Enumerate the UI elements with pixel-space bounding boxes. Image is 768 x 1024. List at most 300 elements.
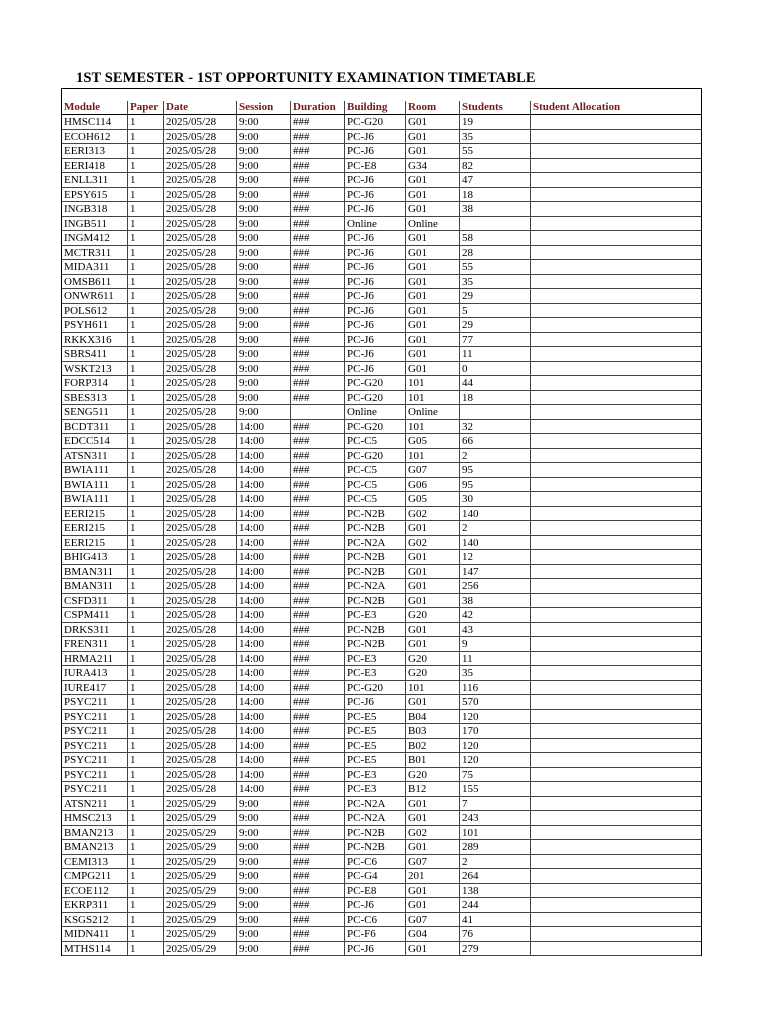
table-cell: 14:00 xyxy=(237,724,291,738)
table-cell xyxy=(531,246,701,260)
table-cell: 95 xyxy=(460,478,531,492)
table-row xyxy=(62,840,701,855)
table-cell: 1 xyxy=(128,942,164,956)
table-cell: 9:00 xyxy=(237,391,291,405)
table-cell: 9:00 xyxy=(237,376,291,390)
table-cell: 1 xyxy=(128,855,164,869)
table-cell xyxy=(531,797,701,811)
column-header-room: Room xyxy=(406,101,460,114)
table-cell: B01 xyxy=(406,753,460,767)
table-cell: 1 xyxy=(128,434,164,448)
table-cell xyxy=(531,855,701,869)
table-cell: ### xyxy=(291,811,345,825)
table-cell: 55 xyxy=(460,260,531,274)
table-cell: ### xyxy=(291,159,345,173)
table-row xyxy=(62,405,701,420)
table-cell: 9:00 xyxy=(237,884,291,898)
table-cell: 2025/05/28 xyxy=(164,449,237,463)
table-cell: 14:00 xyxy=(237,463,291,477)
table-cell xyxy=(531,159,701,173)
table-cell: 38 xyxy=(460,594,531,608)
table-row xyxy=(62,521,701,536)
table-cell: FREN311 xyxy=(62,637,128,651)
table-cell: FORP314 xyxy=(62,376,128,390)
table-cell: 2025/05/28 xyxy=(164,260,237,274)
table-cell: 14:00 xyxy=(237,550,291,564)
table-cell: 1 xyxy=(128,202,164,216)
table-cell: ENLL311 xyxy=(62,173,128,187)
table-cell: 2025/05/29 xyxy=(164,797,237,811)
table-cell: 2025/05/28 xyxy=(164,782,237,796)
table-cell: EERI215 xyxy=(62,536,128,550)
table-cell: G07 xyxy=(406,855,460,869)
column-header-session: Session xyxy=(237,101,291,114)
table-cell: 1 xyxy=(128,420,164,434)
table-cell: ### xyxy=(291,275,345,289)
table-cell xyxy=(531,681,701,695)
table-cell: 2025/05/28 xyxy=(164,579,237,593)
table-cell: 140 xyxy=(460,507,531,521)
table-cell: ### xyxy=(291,376,345,390)
table-cell: ### xyxy=(291,420,345,434)
table-cell: PC-J6 xyxy=(345,231,406,245)
table-cell: G01 xyxy=(406,942,460,956)
table-cell: ### xyxy=(291,130,345,144)
table-cell: 9:00 xyxy=(237,217,291,231)
table-cell: 30 xyxy=(460,492,531,506)
table-cell: ### xyxy=(291,797,345,811)
table-cell: ### xyxy=(291,884,345,898)
table-cell: 2025/05/28 xyxy=(164,507,237,521)
table-cell: 2025/05/28 xyxy=(164,463,237,477)
table-cell: 19 xyxy=(460,115,531,129)
table-cell: PC-J6 xyxy=(345,275,406,289)
table-row xyxy=(62,420,701,435)
table-cell: G01 xyxy=(406,797,460,811)
table-row xyxy=(62,289,701,304)
table-cell: PC-N2B xyxy=(345,637,406,651)
table-cell: 101 xyxy=(460,826,531,840)
table-cell: 1 xyxy=(128,884,164,898)
table-cell: PSYH611 xyxy=(62,318,128,332)
table-cell: PC-C5 xyxy=(345,478,406,492)
column-header-students: Students xyxy=(460,101,531,114)
table-cell xyxy=(531,869,701,883)
table-cell: Online xyxy=(406,405,460,419)
table-cell: PC-N2B xyxy=(345,565,406,579)
table-cell: BHIG413 xyxy=(62,550,128,564)
table-cell: B12 xyxy=(406,782,460,796)
table-cell xyxy=(531,521,701,535)
table-cell: G01 xyxy=(406,260,460,274)
table-cell: G01 xyxy=(406,550,460,564)
table-cell: 1 xyxy=(128,347,164,361)
table-cell: G01 xyxy=(406,347,460,361)
table-cell: G20 xyxy=(406,666,460,680)
table-cell: 9:00 xyxy=(237,811,291,825)
table-cell: 1 xyxy=(128,652,164,666)
table-cell: BMAN311 xyxy=(62,579,128,593)
table-cell: 2025/05/28 xyxy=(164,420,237,434)
table-cell: G01 xyxy=(406,898,460,912)
table-cell xyxy=(531,826,701,840)
table-cell: 2025/05/28 xyxy=(164,608,237,622)
table-cell: ### xyxy=(291,347,345,361)
table-row xyxy=(62,913,701,928)
table-cell: 101 xyxy=(406,681,460,695)
table-cell: PSYC211 xyxy=(62,695,128,709)
table-cell: 29 xyxy=(460,289,531,303)
table-cell: Online xyxy=(345,405,406,419)
table-cell: 1 xyxy=(128,391,164,405)
table-cell: G01 xyxy=(406,202,460,216)
table-cell: PC-E5 xyxy=(345,724,406,738)
table-cell: 1 xyxy=(128,826,164,840)
table-cell: 244 xyxy=(460,898,531,912)
table-row xyxy=(62,869,701,884)
table-cell: 9:00 xyxy=(237,855,291,869)
table-cell: ### xyxy=(291,318,345,332)
table-row xyxy=(62,260,701,275)
table-cell: ### xyxy=(291,217,345,231)
table-cell: 9:00 xyxy=(237,840,291,854)
table-cell: G05 xyxy=(406,434,460,448)
table-cell: G01 xyxy=(406,333,460,347)
table-cell: EERI313 xyxy=(62,144,128,158)
table-cell: 101 xyxy=(406,420,460,434)
table-cell: B02 xyxy=(406,739,460,753)
table-cell: 2025/05/28 xyxy=(164,231,237,245)
table-cell: 120 xyxy=(460,739,531,753)
table-row xyxy=(62,724,701,739)
table-cell: 77 xyxy=(460,333,531,347)
table-cell: 2025/05/28 xyxy=(164,536,237,550)
table-cell: PC-J6 xyxy=(345,173,406,187)
table-cell: 1 xyxy=(128,840,164,854)
table-cell: PC-G20 xyxy=(345,391,406,405)
table-cell xyxy=(531,739,701,753)
table-cell: PC-N2B xyxy=(345,623,406,637)
table-cell: 2025/05/28 xyxy=(164,275,237,289)
table-cell: 35 xyxy=(460,130,531,144)
table-cell: G34 xyxy=(406,159,460,173)
table-cell xyxy=(531,913,701,927)
table-cell: 1 xyxy=(128,405,164,419)
table-body xyxy=(62,115,701,956)
table-cell: 14:00 xyxy=(237,565,291,579)
table-cell: 14:00 xyxy=(237,507,291,521)
table-cell: PC-C5 xyxy=(345,434,406,448)
table-cell: 2025/05/28 xyxy=(164,289,237,303)
table-cell: 116 xyxy=(460,681,531,695)
table-cell: 2025/05/28 xyxy=(164,652,237,666)
table-cell: PC-J6 xyxy=(345,144,406,158)
table-cell: PC-J6 xyxy=(345,289,406,303)
table-cell: G01 xyxy=(406,594,460,608)
table-row xyxy=(62,681,701,696)
table-cell: 42 xyxy=(460,608,531,622)
table-cell: ### xyxy=(291,913,345,927)
table-cell: 2025/05/28 xyxy=(164,681,237,695)
table-cell xyxy=(531,434,701,448)
table-cell: PSYC211 xyxy=(62,782,128,796)
table-cell: 14:00 xyxy=(237,695,291,709)
table-cell: 9 xyxy=(460,637,531,651)
table-cell: 140 xyxy=(460,536,531,550)
table-cell xyxy=(531,608,701,622)
table-cell: PC-C5 xyxy=(345,463,406,477)
table-cell: BWIA111 xyxy=(62,463,128,477)
table-cell: 9:00 xyxy=(237,347,291,361)
table-cell: 2025/05/28 xyxy=(164,304,237,318)
table-cell: BWIA111 xyxy=(62,478,128,492)
table-cell xyxy=(531,405,701,419)
table-cell: 14:00 xyxy=(237,739,291,753)
table-cell: HMSC114 xyxy=(62,115,128,129)
table-cell: 9:00 xyxy=(237,304,291,318)
table-cell: 43 xyxy=(460,623,531,637)
column-header-module: Module xyxy=(62,101,128,114)
table-cell: 120 xyxy=(460,710,531,724)
table-cell: 201 xyxy=(406,869,460,883)
table-cell: EPSY615 xyxy=(62,188,128,202)
table-cell: ### xyxy=(291,739,345,753)
table-cell: 14:00 xyxy=(237,449,291,463)
table-cell: 9:00 xyxy=(237,289,291,303)
table-row xyxy=(62,347,701,362)
table-cell: 1 xyxy=(128,579,164,593)
table-cell: 41 xyxy=(460,913,531,927)
table-cell: 1 xyxy=(128,478,164,492)
table-cell: 14:00 xyxy=(237,768,291,782)
table-cell: PC-G20 xyxy=(345,449,406,463)
table-cell: 2025/05/29 xyxy=(164,927,237,941)
table-cell: 9:00 xyxy=(237,231,291,245)
table-cell: 1 xyxy=(128,144,164,158)
table-cell: ### xyxy=(291,681,345,695)
table-cell xyxy=(531,652,701,666)
table-cell: 2 xyxy=(460,855,531,869)
table-cell: 2025/05/28 xyxy=(164,217,237,231)
table-cell: PC-J6 xyxy=(345,898,406,912)
table-cell: ### xyxy=(291,666,345,680)
table-cell: PC-E3 xyxy=(345,666,406,680)
table-cell: PC-C5 xyxy=(345,492,406,506)
table-cell xyxy=(531,724,701,738)
table-row xyxy=(62,217,701,232)
table-cell xyxy=(531,333,701,347)
table-cell: G02 xyxy=(406,507,460,521)
table-cell: 14:00 xyxy=(237,652,291,666)
table-cell: 1 xyxy=(128,695,164,709)
table-row xyxy=(62,202,701,217)
table-row xyxy=(62,608,701,623)
table-row xyxy=(62,550,701,565)
table-cell: 1 xyxy=(128,724,164,738)
table-cell: 1 xyxy=(128,463,164,477)
table-cell: BMAN213 xyxy=(62,840,128,854)
table-row xyxy=(62,666,701,681)
table-cell: PC-N2B xyxy=(345,521,406,535)
table-cell xyxy=(531,304,701,318)
table-cell: 2025/05/28 xyxy=(164,115,237,129)
table-cell: 14:00 xyxy=(237,623,291,637)
table-row xyxy=(62,231,701,246)
table-cell: ### xyxy=(291,869,345,883)
table-cell: ### xyxy=(291,855,345,869)
table-cell: ### xyxy=(291,594,345,608)
table-cell: MCTR311 xyxy=(62,246,128,260)
table-cell: PC-E3 xyxy=(345,782,406,796)
table-row xyxy=(62,753,701,768)
table-cell: 1 xyxy=(128,927,164,941)
table-cell: HRMA211 xyxy=(62,652,128,666)
table-cell: G01 xyxy=(406,115,460,129)
table-cell: 9:00 xyxy=(237,130,291,144)
table-cell: G01 xyxy=(406,246,460,260)
table-cell: PC-J6 xyxy=(345,260,406,274)
table-cell: 2025/05/29 xyxy=(164,811,237,825)
table-cell: 2025/05/28 xyxy=(164,768,237,782)
table-cell: PC-F6 xyxy=(345,927,406,941)
table-cell: 9:00 xyxy=(237,159,291,173)
table-cell: 1 xyxy=(128,115,164,129)
table-cell: G01 xyxy=(406,811,460,825)
table-cell: G01 xyxy=(406,579,460,593)
table-cell: PC-J6 xyxy=(345,695,406,709)
table-cell: 9:00 xyxy=(237,898,291,912)
table-cell: MTHS114 xyxy=(62,942,128,956)
table-cell: B04 xyxy=(406,710,460,724)
table-cell: 1 xyxy=(128,623,164,637)
table-cell: 14:00 xyxy=(237,637,291,651)
table-cell: PSYC211 xyxy=(62,739,128,753)
table-cell: 9:00 xyxy=(237,202,291,216)
table-cell: IURE417 xyxy=(62,681,128,695)
table-cell: 2025/05/28 xyxy=(164,173,237,187)
table-cell xyxy=(531,130,701,144)
table-cell: OMSB611 xyxy=(62,275,128,289)
table-cell: 14:00 xyxy=(237,492,291,506)
table-row xyxy=(62,898,701,913)
table-cell xyxy=(531,173,701,187)
table-cell: 1 xyxy=(128,188,164,202)
table-cell: 9:00 xyxy=(237,115,291,129)
table-cell: 9:00 xyxy=(237,246,291,260)
table-cell: EKRP311 xyxy=(62,898,128,912)
table-cell: SBES313 xyxy=(62,391,128,405)
table-row xyxy=(62,130,701,145)
page-title: 1ST SEMESTER - 1ST OPPORTUNITY EXAMINATION TIMETABLE xyxy=(76,70,536,86)
table-cell: PC-E8 xyxy=(345,159,406,173)
table-cell xyxy=(531,318,701,332)
table-cell: 55 xyxy=(460,144,531,158)
table-cell: PC-N2A xyxy=(345,579,406,593)
table-cell xyxy=(531,942,701,956)
table-cell: IURA413 xyxy=(62,666,128,680)
table-cell: 2025/05/28 xyxy=(164,246,237,260)
table-cell xyxy=(531,840,701,854)
table-cell: ### xyxy=(291,449,345,463)
table-cell: PSYC211 xyxy=(62,753,128,767)
table-cell: 2025/05/28 xyxy=(164,333,237,347)
table-cell: INGB318 xyxy=(62,202,128,216)
table-row xyxy=(62,927,701,942)
table-cell xyxy=(531,420,701,434)
table-cell: PC-E3 xyxy=(345,768,406,782)
table-cell: G20 xyxy=(406,652,460,666)
table-cell: ### xyxy=(291,724,345,738)
table-cell xyxy=(531,579,701,593)
table-cell: 570 xyxy=(460,695,531,709)
table-cell: 2025/05/29 xyxy=(164,826,237,840)
table-cell: ECOE112 xyxy=(62,884,128,898)
table-cell: POLS612 xyxy=(62,304,128,318)
table-cell: ATSN211 xyxy=(62,797,128,811)
table-cell: KSGS212 xyxy=(62,913,128,927)
table-cell: 1 xyxy=(128,594,164,608)
table-cell: 32 xyxy=(460,420,531,434)
table-cell: ### xyxy=(291,304,345,318)
table-cell xyxy=(531,666,701,680)
table-cell: SENG511 xyxy=(62,405,128,419)
table-cell: 44 xyxy=(460,376,531,390)
table-cell: 12 xyxy=(460,550,531,564)
table-cell: ### xyxy=(291,173,345,187)
table-cell: 35 xyxy=(460,666,531,680)
table-row xyxy=(62,826,701,841)
table-cell: 264 xyxy=(460,869,531,883)
table-cell: ### xyxy=(291,463,345,477)
table-cell xyxy=(531,478,701,492)
table-cell: G01 xyxy=(406,565,460,579)
table-cell: G01 xyxy=(406,623,460,637)
table-cell: 1 xyxy=(128,304,164,318)
table-cell: 14:00 xyxy=(237,521,291,535)
table-cell xyxy=(531,536,701,550)
table-cell: G01 xyxy=(406,637,460,651)
table-cell: 170 xyxy=(460,724,531,738)
table-cell: G01 xyxy=(406,362,460,376)
table-cell: 289 xyxy=(460,840,531,854)
table-row xyxy=(62,492,701,507)
table-cell: 9:00 xyxy=(237,913,291,927)
table-cell: 14:00 xyxy=(237,420,291,434)
table-row xyxy=(62,710,701,725)
table-cell: ### xyxy=(291,289,345,303)
table-cell: BMAN213 xyxy=(62,826,128,840)
table-cell: 147 xyxy=(460,565,531,579)
table-cell: 1 xyxy=(128,739,164,753)
table-cell: ### xyxy=(291,521,345,535)
table-cell xyxy=(531,507,701,521)
table-cell xyxy=(460,405,531,419)
table-cell: PC-E5 xyxy=(345,753,406,767)
table-cell: 9:00 xyxy=(237,318,291,332)
table-cell: 2025/05/28 xyxy=(164,521,237,535)
table-cell: 14:00 xyxy=(237,536,291,550)
table-cell: 1 xyxy=(128,492,164,506)
table-cell: 2025/05/28 xyxy=(164,478,237,492)
table-row xyxy=(62,318,701,333)
table-row xyxy=(62,478,701,493)
table-cell: CMPG211 xyxy=(62,869,128,883)
table-cell: 2025/05/28 xyxy=(164,391,237,405)
table-cell: 58 xyxy=(460,231,531,245)
table-cell: G01 xyxy=(406,188,460,202)
table-cell: 5 xyxy=(460,304,531,318)
table-cell: G01 xyxy=(406,231,460,245)
